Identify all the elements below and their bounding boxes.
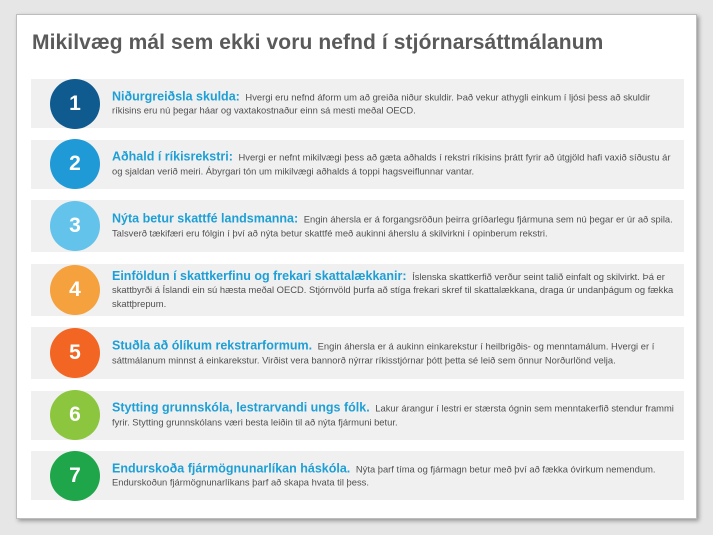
number-badge: 4 [50, 265, 100, 315]
number-badge: 1 [50, 79, 100, 129]
item-list [31, 79, 684, 512]
item-text [112, 462, 676, 489]
list-item [31, 327, 684, 379]
list-item [31, 264, 684, 316]
list-item [31, 79, 684, 128]
item-text [112, 340, 676, 367]
list-item [31, 391, 684, 440]
number-badge: 5 [50, 328, 100, 378]
slide-title: Mikilvæg mál sem ekki voru nefnd í stjórnarsáttmálanum [32, 31, 604, 54]
item-body: Nýta þarf tíma og fjármagn betur með því að fækka óvirkum nemendum. Endurskoðun fjármögnunarlíkans þarf að skapa hvata til þess. [112, 463, 656, 488]
item-text [112, 213, 676, 240]
item-body: Lakur árangur í lestri er stærsta ógnin sem menntakerfið stendur frammi fyrir. Stytting grunnskólans væri besta leiðin til að nýta fjármuni betur. [112, 402, 674, 427]
item-body: Engin áhersla er á forgangsröðun þeirra gríðarlegu fjármuna sem nú þegar er úr að spila. Talsverð tækifæri eru fólgin í því að nýta betur skattfé með aukinni áherslu á skilvirkni í opinberum rekstri. [112, 213, 673, 238]
item-heading: Einföldun í skattkerfinu og frekari skattalækkanir: [112, 268, 407, 283]
item-heading: Niðurgreiðsla skulda: [112, 89, 240, 103]
item-heading: Endurskoða fjármögnunarlíkan háskóla. [112, 461, 351, 475]
slide [16, 14, 697, 519]
number-badge: 6 [50, 390, 100, 440]
number-badge: 7 [50, 451, 100, 501]
item-heading: Aðhald í ríkisrekstri: [112, 149, 233, 164]
list-item [31, 200, 684, 252]
item-text [112, 402, 676, 429]
list-item [31, 140, 684, 189]
item-heading: Stytting grunnskóla, lestrarvandi ungs fólk. [112, 400, 370, 415]
item-body: Engin áhersla er á aukinn einkarekstur í heilbrigðis- og menntamálum. Hvergi er í sáttmálanum minnst á einkarekstur. Virðist vera bannorð nýrrar ríkisstjórnar þótt þetta sé leið sem önnur Norðurlönd velja. [112, 340, 655, 365]
number-badge: 2 [50, 139, 100, 189]
item-heading: Nýta betur skattfé landsmanna: [112, 211, 299, 226]
item-heading: Stuðla að ólíkum rekstrarformum. [112, 338, 313, 353]
item-text [112, 269, 676, 310]
item-body: Íslenska skattkerfið verður seint talið einfalt og skilvirkt. Þá er skattbyrði á Íslandi ein sú hæsta meðal OECD. Stjórnvöld þurfa að stíga frekari skref til skattalækkana, draga úr undanþágum og fækka skattþrepum. [112, 270, 674, 309]
item-text [112, 90, 676, 117]
item-text [112, 151, 676, 178]
item-body: Hvergi eru nefnd áform um að greiða niður skuldir. Það vekur athygli einkum í ljósi þess að skuldir ríkisins eru nú þegar háar og vaxtakostnaður einn sá mesti meðal OECD. [112, 91, 651, 116]
list-item [31, 451, 684, 500]
item-body: Hvergi er nefnt mikilvægi þess að gæta aðhalds í rekstri ríkisins þrátt fyrir að útgjöld hafi vaxið síðustu ár og sjaldan verið meiri. Ábyrgari tón um mikilvægi aðhalds á toppi hagsveiflunnar vantar. [112, 151, 671, 176]
number-badge: 3 [50, 201, 100, 251]
